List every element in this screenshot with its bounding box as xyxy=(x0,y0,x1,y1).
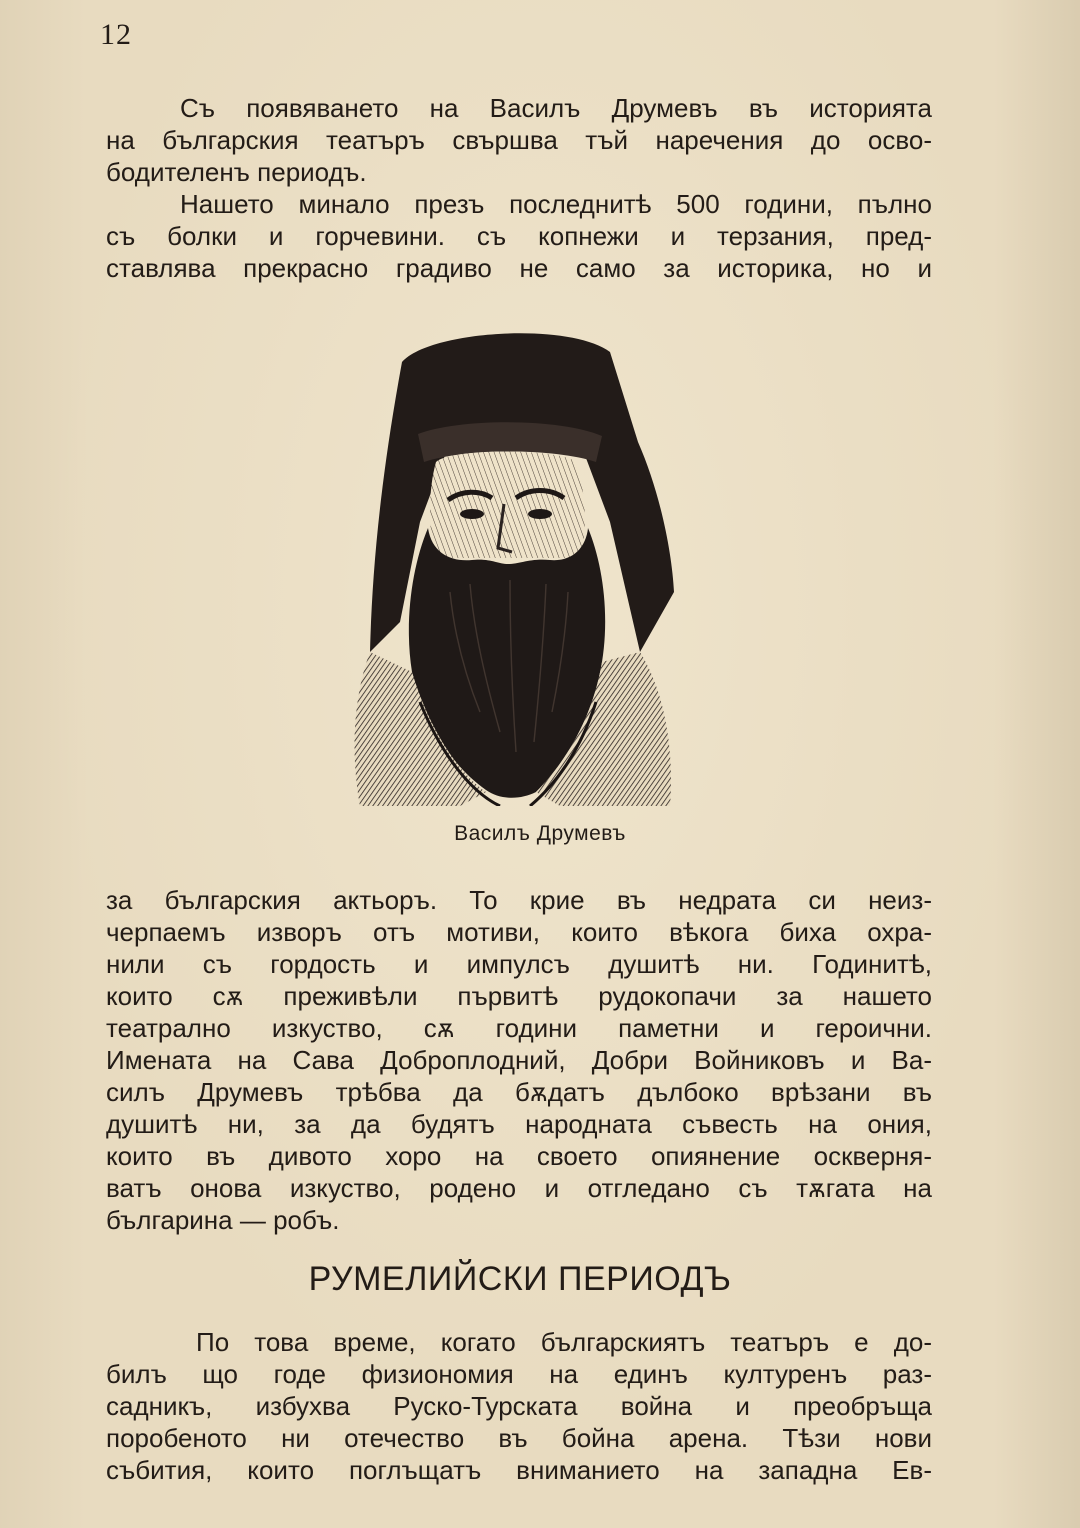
portrait-illustration xyxy=(340,322,680,806)
section-text xyxy=(106,1326,932,1486)
text-line: По това време, когато българскиятъ театъръ е до- xyxy=(196,1327,932,1357)
intro-text xyxy=(106,92,932,284)
text-line: за българския актьоръ. То крие въ недрата си неиз- xyxy=(106,885,932,915)
text-line: нили съ гордость и импулсъ душитѣ ни. Годинитѣ, xyxy=(106,949,932,979)
text-line: Съ появяването на Василъ Друмевъ въ историята xyxy=(180,93,932,123)
text-line: театрално изкуство, сѫ години паметни и героични. xyxy=(106,1013,932,1043)
face xyxy=(430,452,585,559)
text-line: Нашето минало презъ последнитѣ 500 години, пълно xyxy=(180,189,932,219)
text-line: на българския театъръ свършва тъй наречения до осво- xyxy=(106,125,932,155)
text-line: българина — робъ. xyxy=(106,1205,340,1235)
text-line: садникъ, избухва Руско-Турската война и преобръща xyxy=(106,1391,932,1421)
text-line: ставлява прекрасно градиво не само за историка, но и xyxy=(106,253,932,283)
text-line: черпаемъ изворъ отъ мотиви, които вѣкога биха охра- xyxy=(106,917,932,947)
text-line: Имената на Сава Доброплодний, Добри Войниковъ и Ва- xyxy=(106,1045,932,1075)
body-text xyxy=(106,884,932,1236)
text-line: билъ що годе физиономия на единъ културенъ раз- xyxy=(106,1359,932,1389)
text-line: поробеното ни отечество въ бойна арена. Тѣзи нови xyxy=(106,1423,932,1453)
text-line: бодителенъ периодъ. xyxy=(106,157,367,187)
text-line: ватъ онова изкуство, родено и отгледано съ тѫгата на xyxy=(106,1173,932,1203)
figure-caption: Василъ Друмевъ xyxy=(454,822,626,845)
text-line: събития, които поглъщатъ вниманието на западна Ев- xyxy=(106,1455,932,1485)
section-heading: РУМЕЛИЙСКИ ПЕРИОДЪ xyxy=(308,1260,732,1298)
text-line: душитѣ ни, за да будятъ народната съвесть на ония, xyxy=(106,1109,932,1139)
text-line: които сѫ преживѣли първитѣ рудокопачи за нашето xyxy=(106,981,932,1011)
page-number: 12 xyxy=(100,18,132,51)
text-line: силъ Друмевъ трѣбва да бѫдатъ дълбоко врѣзани въ xyxy=(106,1077,932,1107)
text-line: които въ дивото хоро на своето опиянение оскверня- xyxy=(106,1141,932,1171)
text-line: съ болки и горчевини. съ копнежи и терзания, пред- xyxy=(106,221,932,251)
